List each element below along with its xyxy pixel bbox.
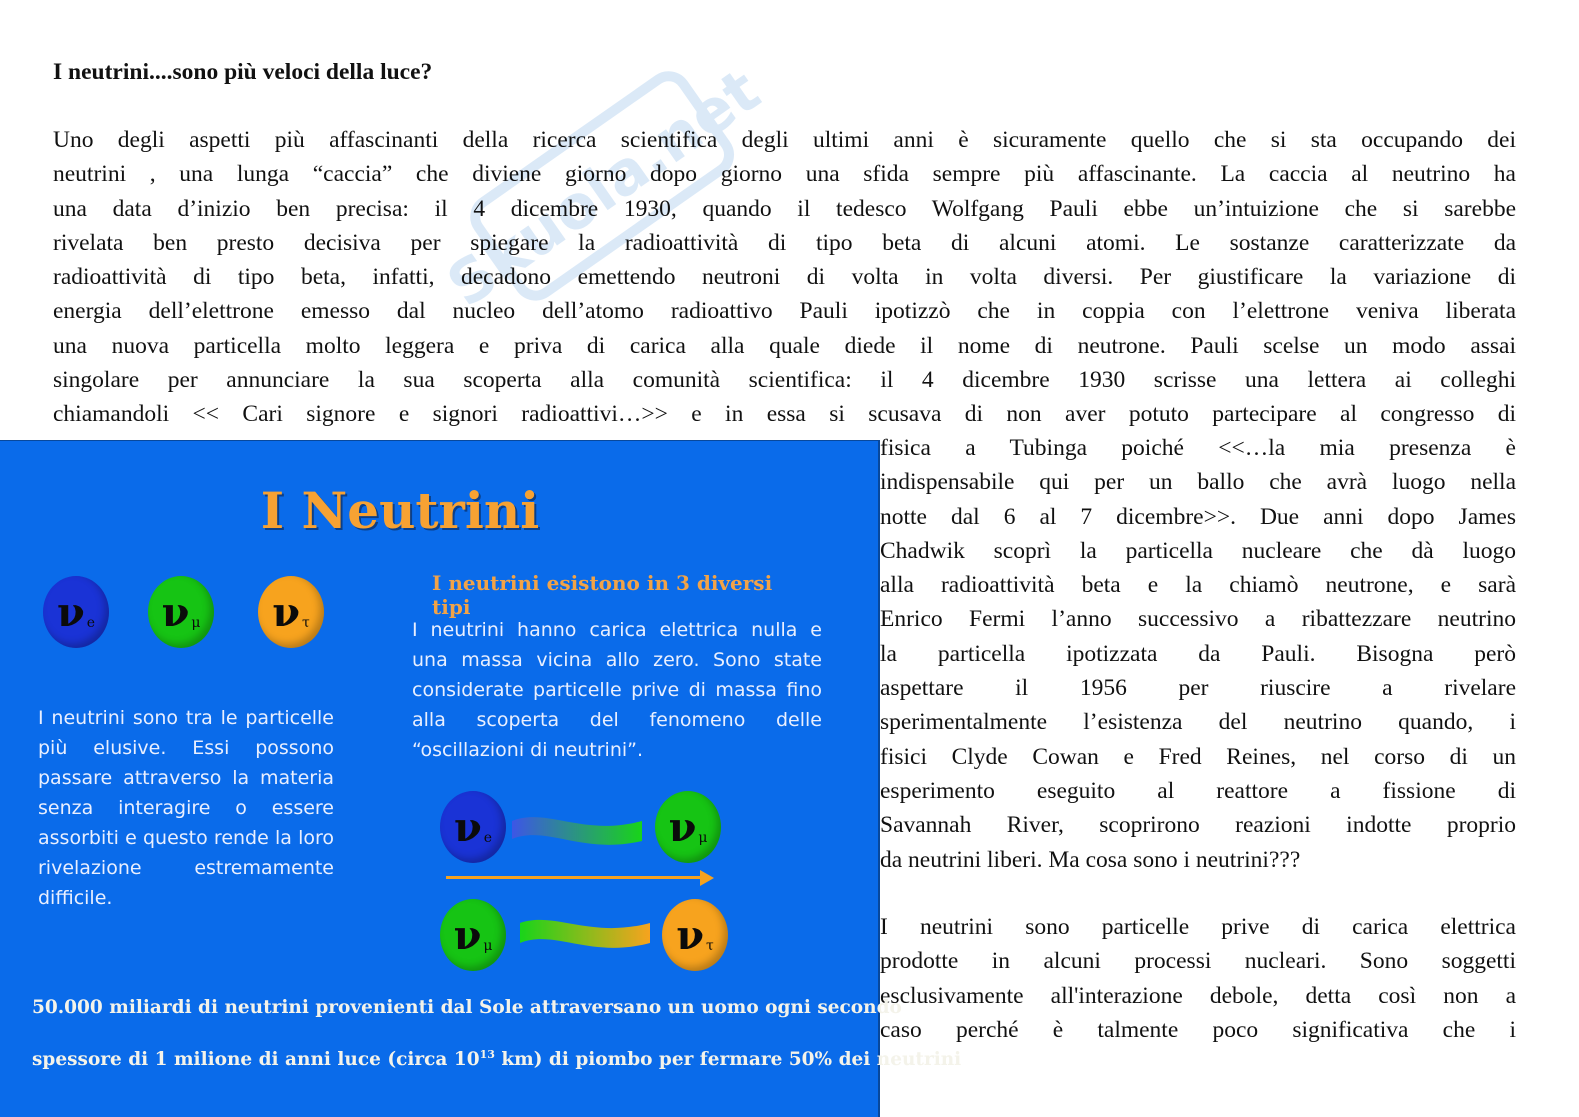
text-line: radioattività di tipo beta, infatti, decadono emettendo neutroni di volta in volta diversi. Per giustificare la variazione di: [53, 264, 1516, 291]
text-line: fisica a Tubinga poiché <<…la mia presenza è: [880, 435, 1516, 461]
neutrino-subscript: μ: [483, 938, 493, 954]
arrow-head-icon: [700, 870, 714, 886]
neutrino-subscript: e: [483, 830, 493, 846]
neutrino-symbol: ν: [668, 803, 697, 851]
text-line: singolare per annunciare la sua scoperta alla comunità scientifica: il 4 dicembre 1930 scrisse una lettera ai colleghi: [53, 367, 1516, 394]
text-line: aspettare il 1956 per riuscire a rivelare: [880, 675, 1516, 702]
svg-text:Skuola.net: Skuola.net: [435, 55, 773, 322]
footer-text-part: km) di piombo per fermare 50% dei neutrini: [494, 1049, 962, 1071]
slide-left-text: I neutrini sono tra le particelle più elusive. Essi possono passare attraverso la materia senza interagire o essere assorbiti e questo rende la loro rivelazione estremamente difficile.: [38, 707, 334, 909]
neutrino-symbol: ν: [272, 588, 300, 636]
tau-neutrino-icon: [258, 576, 324, 648]
text-line: Savannah River, scoprirono reazioni indotte proprio: [880, 812, 1516, 839]
document-title: I neutrini....sono più veloci della luce?: [53, 59, 433, 85]
side-column-paragraph-2: [880, 910, 1516, 1047]
text-line: una data d’inizio ben precisa: il 4 dicembre 1930, quando il tedesco Wolfgang Pauli ebbe un’intuizione che si sarebbe: [53, 195, 1516, 222]
electron-neutrino-icon: [43, 576, 109, 648]
footer-exponent: 13: [479, 1048, 495, 1061]
text-line: sperimentalmente l’esistenza del neutrino quando, i: [880, 709, 1516, 736]
text-line: energia dell’elettrone emesso dal nucleo dell’atomo radioattivo Pauli ipotizzò che in coppia con l’elettrone veniva liberata: [53, 298, 1516, 325]
neutrino-subscript: τ: [302, 615, 310, 631]
neutrino-subscript: τ: [706, 938, 714, 954]
text-line: caso perché è talmente poco significativa che i: [880, 1016, 1516, 1043]
neutrino-symbol: ν: [56, 588, 85, 636]
neutrino-symbol: ν: [453, 911, 482, 959]
slide-right-text: I neutrini hanno carica elettrica nulla e una massa vicina allo zero. Sono state considerate particelle prive di massa fino alla scoperta del fenomeno delle “oscillazioni di neutrini”.: [412, 619, 822, 761]
text-line: prodotte in alcuni processi nucleari. Sono soggetti: [880, 948, 1516, 975]
muon-neutrino-icon: [148, 576, 214, 648]
neutrino-subscript: μ: [698, 830, 708, 846]
arrow-line: [446, 876, 702, 879]
text-line: esperimento eseguito al reattore a fissione di: [880, 777, 1516, 804]
neutrini-slide-image: [0, 440, 962, 1117]
neutrino-subscript: μ: [191, 615, 201, 631]
text-line: rivelata ben presto decisiva per spiegare la radioattività di tipo beta di alcuni atomi. Le sostanze caratterizzate da: [53, 229, 1516, 256]
intro-paragraph: [53, 123, 1516, 432]
text-line: la particella ipotizzata da Pauli. Bisogna però: [880, 640, 1516, 667]
text-line: I neutrini sono particelle prive di carica elettrica: [880, 914, 1516, 940]
text-line: da neutrini liberi. Ma cosa sono i neutrini???: [880, 846, 1301, 873]
muon-neutrino-icon: [655, 791, 721, 863]
slide-subtitle: I neutrini esistono in 3 diversi tipi: [432, 571, 773, 619]
text-line: Enrico Fermi l’anno successivo a ribattezzare neutrino: [880, 606, 1516, 633]
neutrino-symbol: ν: [161, 588, 190, 636]
text-line: fisici Clyde Cowan e Fred Reines, nel corso di un: [880, 743, 1516, 770]
text-line: Uno degli aspetti più affascinanti della ricerca scientifica degli ultimi anni è sicuramente quello che si sta occupando dei: [53, 127, 1516, 153]
text-line: una nuova particella molto leggera e priva di carica alla quale diede il nome di neutrone. Pauli scelse un modo assai: [53, 332, 1516, 359]
oscillation-wave-icon: [512, 807, 642, 847]
text-line: Chadwik scoprì la particella nucleare che dà luogo: [880, 537, 1516, 564]
text-line: chiamandoli << Cari signore e signori radioattivi…>> e in essa si scusava di non aver potuto partecipare al congresso di: [53, 401, 1516, 428]
side-column-paragraph: [880, 431, 1516, 877]
tau-neutrino-icon: [662, 899, 728, 971]
text-line: neutrini , una lunga “caccia” che diviene giorno dopo giorno una sfida sempre più affascinante. La caccia al neutrino ha: [53, 161, 1516, 188]
oscillation-wave-icon: [520, 913, 650, 953]
slide-footer-lead-shield: [32, 1048, 961, 1070]
text-line: alla radioattività beta e la chiamò neutrone, e sarà: [880, 572, 1516, 599]
neutrino-symbol: ν: [453, 803, 482, 851]
slide-title: I Neutrini: [260, 481, 540, 540]
text-line: notte dal 6 al 7 dicembre>>. Due anni dopo James: [880, 503, 1516, 530]
slide-footer-solar-neutrinos: 50.000 miliardi di neutrini provenienti dal Sole attraversano un uomo ogni secondo: [32, 997, 902, 1018]
electron-neutrino-icon: [440, 791, 506, 863]
neutrino-symbol: ν: [676, 911, 704, 959]
text-line: esclusivamente all'interazione debole, detta così non a: [880, 982, 1516, 1009]
text-line: indispensabile qui per un ballo che avrà luogo nella: [880, 469, 1516, 496]
neutrino-subscript: e: [86, 615, 96, 631]
footer-text-part: spessore di 1 milione di anni luce (circa 10: [32, 1049, 480, 1071]
muon-neutrino-icon: [440, 899, 506, 971]
